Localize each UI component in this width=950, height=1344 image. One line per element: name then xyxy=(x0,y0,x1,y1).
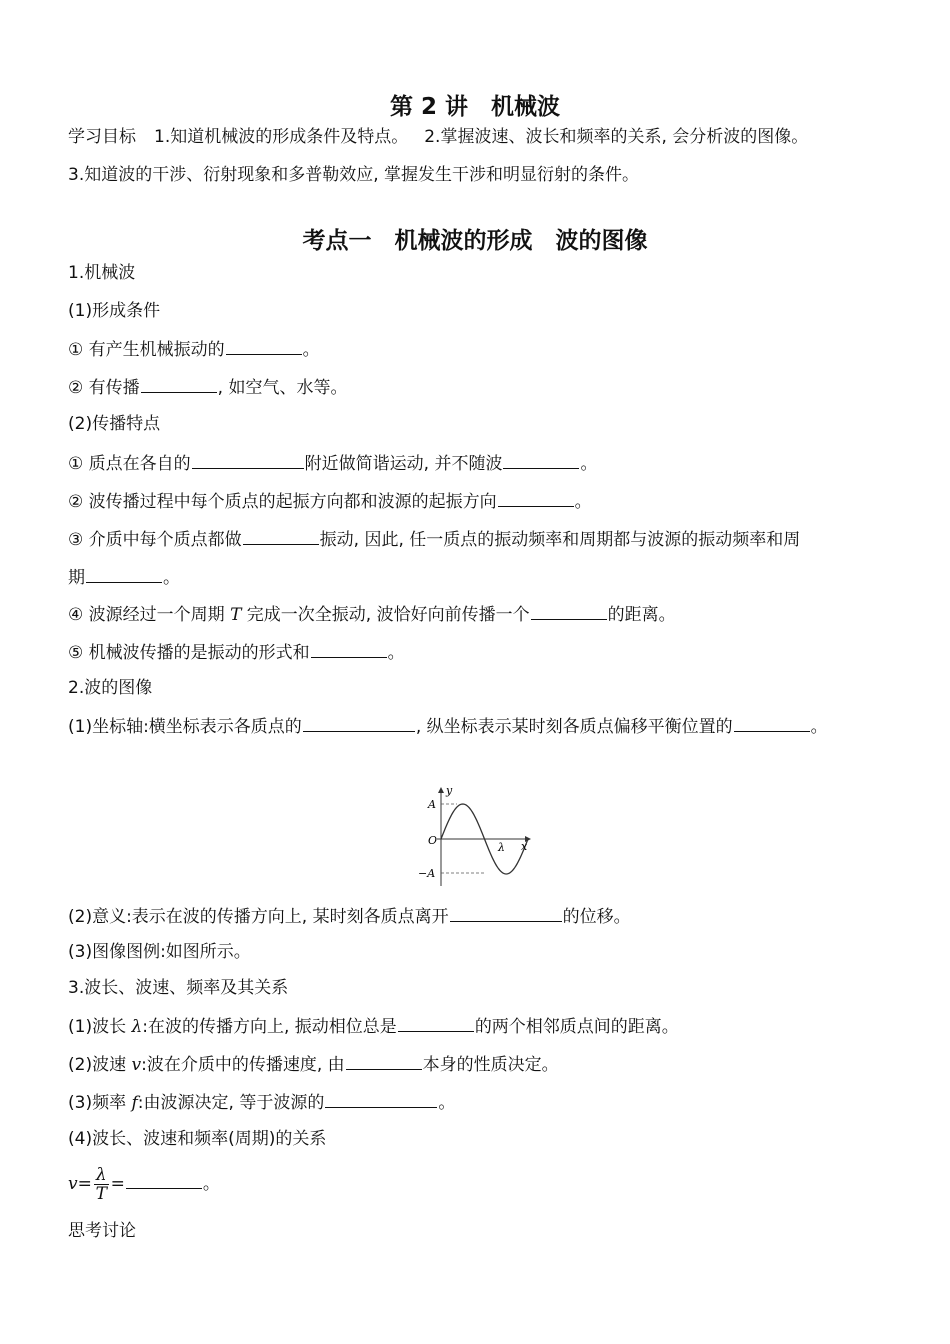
formation-conditions-title: (1)形成条件 xyxy=(68,301,161,321)
relation-formula: v= $\frac{\lambda}{T}$ = 。 xyxy=(68,1164,220,1204)
fill-blank[interactable] xyxy=(531,601,607,620)
propagation-title: (2)传播特点 xyxy=(68,414,161,434)
fill-blank[interactable] xyxy=(243,526,319,545)
fill-blank[interactable] xyxy=(498,488,574,507)
section-heading: 考点一 机械波的形成 波的图像 xyxy=(302,228,648,254)
property-3-continued: 期 。 xyxy=(68,564,180,590)
fill-blank[interactable] xyxy=(141,374,217,393)
origin-label: O xyxy=(428,834,438,847)
fill-blank[interactable] xyxy=(734,713,810,732)
fill-blank[interactable] xyxy=(192,450,304,469)
item-2-title: 2.波的图像 xyxy=(68,678,153,698)
learning-goals-line-1 xyxy=(68,125,808,149)
negative-amplitude-label: −A xyxy=(418,867,436,880)
learning-goals-line-2 xyxy=(68,163,639,187)
fill-blank[interactable] xyxy=(398,1013,474,1032)
goals-label: 学习目标 xyxy=(68,127,136,147)
goal-2: 2.掌握波速、波长和频率的关系, 会分析波的图像。 xyxy=(424,127,809,147)
property-3: ③ 介质中每个质点都做 振动, 因此, 任一质点的振动频率和周期都与波源的振动频率和周 xyxy=(68,526,800,552)
property-5: ⑤ 机械波传播的是振动的形式和 。 xyxy=(68,639,405,665)
wave-speed-definition: (2)波速 v:波在介质中的传播速度, 由 本身的性质决定。 xyxy=(68,1051,559,1077)
property-4: ④ 波源经过一个周期 T 完成一次全振动, 波恰好向前传播一个 的距离。 xyxy=(68,601,676,627)
fill-blank[interactable] xyxy=(503,450,579,469)
fill-blank[interactable] xyxy=(450,903,562,922)
example-line: (3)图像图例:如图所示。 xyxy=(68,942,251,962)
property-1: ① 质点在各自的 附近做简谐运动, 并不随波 。 xyxy=(68,450,597,476)
goal-3: 3.知道波的干涉、衍射现象和多普勒效应, 掌握发生干涉和明显衍射的条件。 xyxy=(68,165,640,185)
fill-blank[interactable] xyxy=(303,713,415,732)
discussion-heading: 思考讨论 xyxy=(68,1221,136,1241)
amplitude-label: A xyxy=(428,798,436,811)
wavelength-label: λ xyxy=(498,841,505,854)
fill-blank[interactable] xyxy=(311,639,387,658)
frequency-definition: (3)频率 f:由波源决定, 等于波源的 。 xyxy=(68,1089,455,1115)
item-1-title: 1.机械波 xyxy=(68,263,136,283)
wavelength-definition: (1)波长 λ:在波的传播方向上, 振动相位总是 的两个相邻质点间的距离。 xyxy=(68,1013,679,1039)
property-2: ② 波传播过程中每个质点的起振方向都和波源的起振方向 。 xyxy=(68,488,592,514)
meaning-line: (2)意义:表示在波的传播方向上, 某时刻各质点离开 的位移。 xyxy=(68,903,631,929)
page-title: 第 2 讲 机械波 xyxy=(389,94,561,120)
goal-1: 1.知道机械波的形成条件及特点。 xyxy=(154,127,409,147)
condition-2: ② 有传播 , 如空气、水等。 xyxy=(68,374,347,400)
relation-title: (4)波长、波速和频率(周期)的关系 xyxy=(68,1129,327,1149)
fill-blank[interactable] xyxy=(226,336,302,355)
fill-blank[interactable] xyxy=(86,564,162,583)
x-axis-label: x xyxy=(521,840,528,853)
axis-description: (1)坐标轴:横坐标表示各质点的 , 纵坐标表示某时刻各质点偏移平衡位置的 。 xyxy=(68,713,828,739)
wave-graph-figure xyxy=(412,780,542,892)
fill-blank[interactable] xyxy=(325,1089,437,1108)
y-axis-label: y xyxy=(446,784,453,797)
fill-blank[interactable] xyxy=(126,1170,202,1189)
item-3-title: 3.波长、波速、频率及其关系 xyxy=(68,978,289,998)
lambda-over-T-fraction: $\frac{\lambda}{T}$ xyxy=(95,1164,107,1204)
fill-blank[interactable] xyxy=(346,1051,422,1070)
condition-1: ① 有产生机械振动的 。 xyxy=(68,336,320,362)
